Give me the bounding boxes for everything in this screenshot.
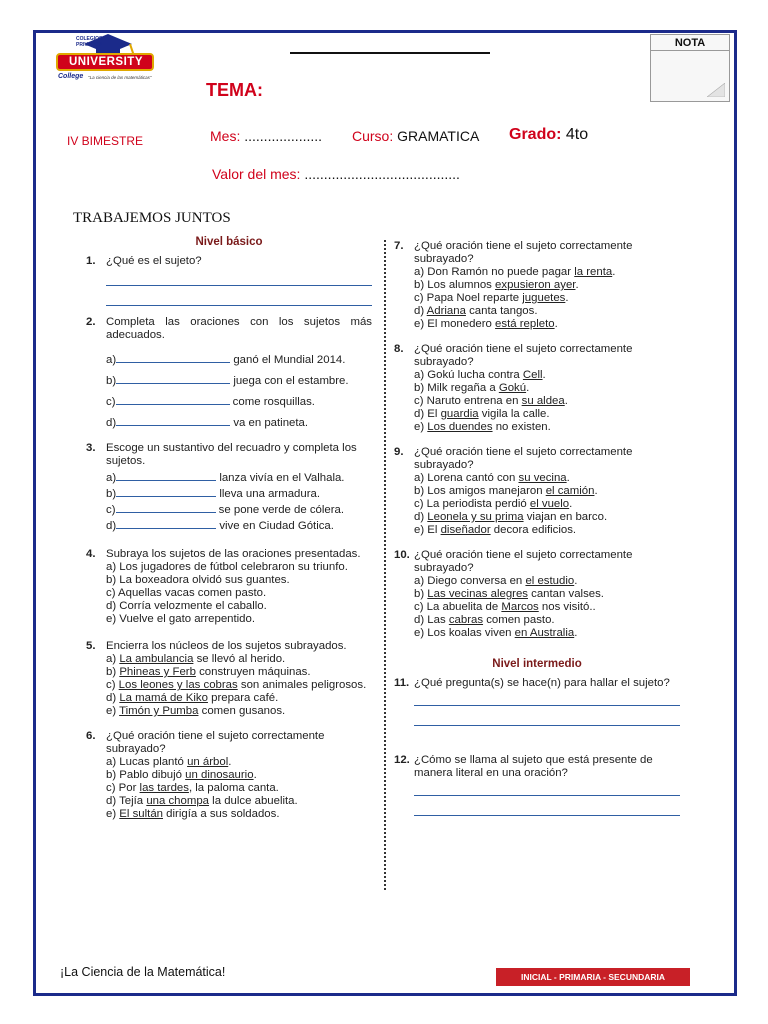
left-column — [86, 236, 372, 821]
value-field — [212, 166, 460, 182]
section-title: TRABAJEMOS JUNTOS — [73, 210, 231, 226]
option[interactable]: c) La periodista perdió el vuelo. — [414, 498, 573, 510]
blank-field[interactable] — [116, 353, 230, 363]
option[interactable]: d) Leonela y su prima viajan en barco. — [414, 511, 608, 523]
logo-top-text: COLEGIOS PRIVADOS — [76, 36, 103, 48]
answer-line[interactable] — [414, 716, 680, 726]
question-11: 11. ¿Qué pregunta(s) se hace(n) para hallar el sujeto? — [394, 677, 680, 726]
option[interactable]: a) Don Ramón no puede pagar la renta. — [414, 266, 616, 278]
option[interactable]: e) Timón y Pumba comen gusanos. — [106, 705, 286, 717]
level-intermediate-title: Nivel intermedio — [492, 658, 582, 670]
option[interactable]: e) El monedero está repleto. — [414, 318, 558, 330]
option[interactable]: d) Las cabras comen pasto. — [414, 614, 555, 626]
option[interactable]: e) Vuelve el gato arrepentido. — [106, 613, 256, 625]
option[interactable]: b) Los amigos manejaron el camión. — [414, 485, 598, 497]
blank-field[interactable] — [116, 503, 216, 513]
question-3: 3. Escoge un sustantivo del recuadro y completa los sujetos. a) lanza vivía en el Valhala. b) lleva una armadura. c) se pone verde de cólera. d) vive en Ciudad Gótica. — [86, 442, 357, 532]
blank-field[interactable] — [116, 487, 216, 497]
option[interactable]: b) Los alumnos expusieron ayer. — [414, 279, 579, 291]
footer-slogan: ¡La Ciencia de la Matemática! — [60, 965, 226, 979]
level-basic-title: Nivel básico — [195, 236, 263, 248]
option[interactable]: c) Los leones y las cobras son animales peligrosos. — [106, 679, 367, 691]
option[interactable]: b) Las vecinas alegres cantan valses. — [414, 588, 604, 600]
option[interactable]: b) Pablo dibujó un dinosaurio. — [106, 769, 257, 781]
answer-line[interactable] — [414, 786, 680, 796]
answer-line[interactable] — [414, 806, 680, 816]
question-1: 1. ¿Qué es el sujeto? — [86, 255, 372, 306]
logo-name: UNIVERSITY — [68, 56, 143, 68]
page-curl-icon — [707, 83, 725, 97]
option[interactable]: d) El guardia vigila la calle. — [414, 408, 550, 420]
answer-line[interactable] — [106, 296, 372, 306]
option[interactable]: c) Papa Noel reparte juguetes. — [414, 292, 569, 304]
answer-line[interactable] — [106, 276, 372, 286]
blank-field[interactable] — [116, 395, 230, 405]
value-value: ........................................ — [304, 166, 460, 182]
option[interactable]: a) Lorena cantó con su vecina. — [414, 472, 570, 484]
month-value: .................... — [244, 128, 323, 144]
topic-label: TEMA: — [206, 80, 263, 100]
logo-slogan: "La ciencia de las matemáticas" — [88, 75, 152, 80]
option[interactable]: b) Milk regaña a Gokú. — [414, 382, 530, 394]
option[interactable]: e) Los koalas viven en Australia. — [414, 627, 578, 639]
question-7: 7. ¿Qué oración tiene el sujeto correctamente subrayado? a) Don Ramón no puede pagar la renta. b) Los alumnos expusieron ayer. c) Papa Noel reparte juguetes. d) Adriana canta tangos. e) El monedero está repleto. — [394, 240, 680, 331]
logo-sub: College — [58, 73, 84, 80]
option[interactable]: a) Los jugadores de fútbol celebraron su triunfo. — [106, 561, 348, 573]
value-label: Valor del mes: — [212, 166, 301, 182]
option[interactable]: d) Corría velozmente el caballo. — [106, 600, 267, 612]
question-8: 8. ¿Qué oración tiene el sujeto correctamente subrayado? a) Gokú lucha contra Cell. b) Milk regaña a Gokú. c) Naruto entrena en su aldea. d) El guardia vigila la calle. e) Los duendes no existen. — [394, 343, 680, 434]
option[interactable]: c) Aquellas vacas comen pasto. — [106, 587, 267, 599]
name-line — [290, 52, 490, 54]
blank-field[interactable] — [116, 416, 230, 426]
option[interactable]: a) Lucas plantó un árbol. — [106, 756, 232, 768]
question-5: 5. Encierra los núcleos de los sujetos subrayados. a) La ambulancia se llevó al herido. b) Phineas y Ferb construyen máquinas. c) Los leones y las cobras son animales peligrosos. d) La mamá de Kiko prepara café. e) Timón y Pumba comen gusanos. — [86, 640, 372, 718]
question-10: 10. ¿Qué oración tiene el sujeto correctamente subrayado? a) Diego conversa en el estudio. b) Las vecinas alegres cantan valses. c) La abuelita de Marcos nos visitó.. d) Las cabras comen pasto. e) Los koalas viven en Australia. — [394, 549, 680, 640]
option[interactable]: e) El sultán dirigía a sus soldados. — [106, 808, 280, 820]
footer-levels-banner: INICIAL - PRIMARIA - SECUNDARIA — [496, 968, 690, 986]
grade-box — [650, 34, 730, 102]
blank-field[interactable] — [116, 471, 216, 481]
option[interactable]: a) Diego conversa en el estudio. — [414, 575, 578, 587]
grade-label: NOTA — [651, 35, 729, 51]
grade-level-label: Grado: — [509, 126, 562, 143]
option[interactable]: a) La ambulancia se llevó al herido. — [106, 653, 286, 665]
month-field — [210, 128, 322, 144]
bimester-label: IV BIMESTRE — [67, 134, 144, 148]
option[interactable]: c) Por las tardes, la paloma canta. — [106, 782, 279, 794]
course-value: GRAMATICA — [397, 128, 480, 144]
answer-line[interactable] — [414, 696, 680, 706]
course-label: Curso: — [352, 128, 394, 144]
course-field — [352, 128, 479, 144]
question-4: 4. Subraya los sujetos de las oraciones presentadas. a) Los jugadores de fútbol celebraron su triunfo. b) La boxeadora olvidó sus guantes. c) Aquellas vacas comen pasto. d) Corría velozmente el caballo. e) Vuelve el gato arrepentido. — [86, 548, 372, 626]
option[interactable]: e) Los duendes no existen. — [414, 421, 551, 433]
option[interactable]: b) Phineas y Ferb construyen máquinas. — [106, 666, 311, 678]
option[interactable]: b) La boxeadora olvidó sus guantes. — [106, 574, 290, 586]
option[interactable]: c) La abuelita de Marcos nos visitó.. — [414, 601, 596, 613]
grade-field — [509, 126, 588, 144]
option[interactable]: e) El diseñador decora edificios. — [414, 524, 577, 536]
grade-level-value: 4to — [565, 126, 589, 143]
blank-field[interactable] — [116, 519, 216, 529]
right-column — [394, 240, 680, 826]
question-9: 9. ¿Qué oración tiene el sujeto correctamente subrayado? a) Lorena cantó con su vecina. b) Los amigos manejaron el camión. c) La periodista perdió el vuelo. d) Leonela y su prima viajan en barco. e) El diseñador decora edificios. — [394, 446, 680, 537]
column-divider — [384, 240, 386, 890]
question-6: 6. ¿Qué oración tiene el sujeto correctamente subrayado? a) Lucas plantó un árbol. b) Pablo dibujó un dinosaurio. c) Por las tardes, la paloma canta. d) Tejía una chompa la dulce abuelita. e) El sultán dirigía a sus soldados. — [86, 730, 372, 821]
option[interactable]: d) Adriana canta tangos. — [414, 305, 538, 317]
month-label: Mes: — [210, 128, 241, 144]
option[interactable]: d) La mamá de Kiko prepara café. — [106, 692, 279, 704]
question-12: 12. ¿Cómo se llama al sujeto que está presente de manera literal en una oración? — [394, 754, 680, 816]
school-logo — [52, 30, 162, 90]
option[interactable]: c) Naruto entrena en su aldea. — [414, 395, 568, 407]
question-2: 2. Completa las oraciones con los sujetos más adecuados. a) ganó el Mundial 2014. b) juega con el estambre. c) come rosquillas. d) va en patineta. — [86, 316, 372, 429]
blank-field[interactable] — [116, 374, 230, 384]
option[interactable]: a) Gokú lucha contra Cell. — [414, 369, 546, 381]
option[interactable]: d) Tejía una chompa la dulce abuelita. — [106, 795, 298, 807]
